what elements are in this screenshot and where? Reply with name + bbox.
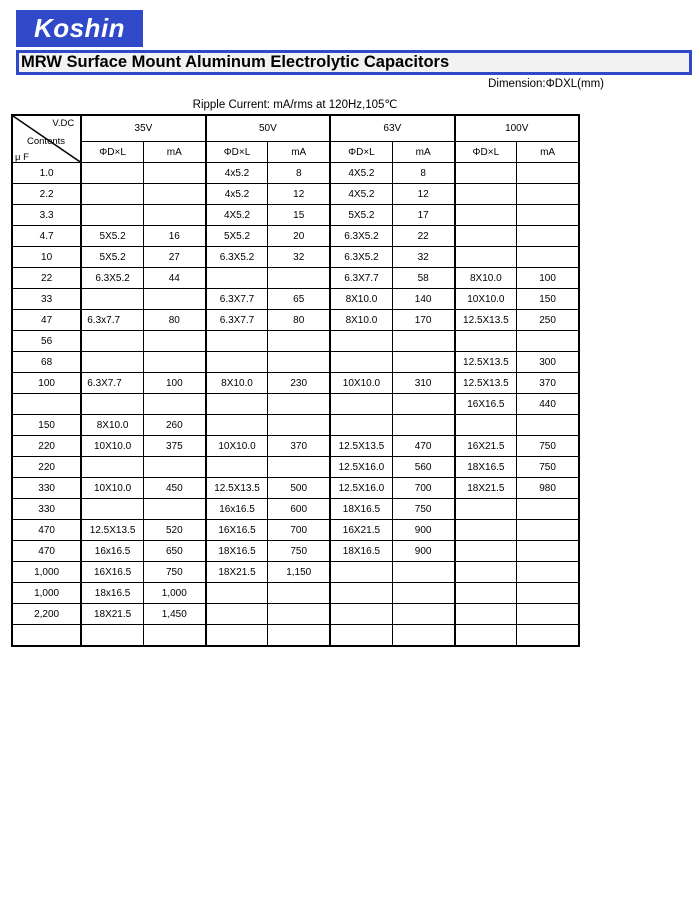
ripple-ma-cell [392,562,454,583]
table-row [12,352,579,373]
ripple-ma-cell [268,625,330,647]
ripple-ma-cell: 15 [268,205,330,226]
dimension-cell: 16x16.5 [206,499,268,520]
table-row [12,331,579,352]
dimension-cell: 18X16.5 [455,457,517,478]
ma-header: mA [517,142,579,163]
ripple-ma-cell [143,163,205,184]
capacitance-cell [12,394,81,415]
dimension-cell: 8X10.0 [330,289,392,310]
dimension-cell: 16X21.5 [330,520,392,541]
ripple-ma-cell: 980 [517,478,579,499]
dimension-cell: 18X16.5 [330,541,392,562]
ripple-ma-cell: 140 [392,289,454,310]
ripple-ma-cell: 100 [143,373,205,394]
ripple-ma-cell [268,415,330,436]
dimension-cell [330,331,392,352]
table-row [12,541,579,562]
capacitance-cell: 47 [12,310,81,331]
ripple-ma-cell: 370 [517,373,579,394]
ripple-ma-cell: 170 [392,310,454,331]
dimension-cell: 12.5X13.5 [206,478,268,499]
capacitance-cell: 1,000 [12,583,81,604]
ripple-ma-cell [517,541,579,562]
dimension-cell: 16X16.5 [206,520,268,541]
capacitance-cell: 220 [12,457,81,478]
ripple-ma-cell: 32 [392,247,454,268]
capacitance-cell: 4.7 [12,226,81,247]
dimension-cell: 12.5X13.5 [455,352,517,373]
dimension-cell [455,625,517,647]
ripple-ma-cell [517,226,579,247]
dimension-cell [455,184,517,205]
table-row [12,436,579,457]
dimension-cell: 18X16.5 [330,499,392,520]
dimension-cell: 16X16.5 [81,562,143,583]
dimension-cell: 6.3X5.2 [330,247,392,268]
ripple-ma-cell: 500 [268,478,330,499]
ripple-ma-cell: 8 [392,163,454,184]
dim-header: ΦD×L [455,142,517,163]
ripple-ma-cell: 1,450 [143,604,205,625]
dimension-cell: 6.3X7.7 [206,289,268,310]
dimension-cell: 16X21.5 [455,436,517,457]
ripple-ma-cell [268,268,330,289]
ripple-ma-cell: 22 [392,226,454,247]
dimension-cell: 18X21.5 [81,604,143,625]
dimension-cell: 18X16.5 [206,541,268,562]
dimension-cell [206,457,268,478]
table-row [12,205,579,226]
table-row [12,394,579,415]
voltage-header-100v: 100V [455,115,580,142]
ripple-ma-cell [517,583,579,604]
capacitance-cell: 1.0 [12,163,81,184]
capacitance-cell: 2.2 [12,184,81,205]
dimension-cell [330,583,392,604]
ripple-ma-cell [268,457,330,478]
dimension-cell: 6.3X5.2 [81,268,143,289]
ripple-ma-cell: 750 [517,436,579,457]
dimension-cell [455,247,517,268]
corner-header-cell [12,115,81,163]
dimension-cell: 4X5.2 [206,205,268,226]
page-title: MRW Surface Mount Aluminum Electrolytic Capacitors [19,53,689,72]
ripple-ma-cell: 12 [392,184,454,205]
dimension-cell [206,625,268,647]
ripple-ma-cell [517,163,579,184]
dimension-cell [330,394,392,415]
dimension-cell: 5X5.2 [81,226,143,247]
ripple-ma-cell: 560 [392,457,454,478]
ripple-ma-cell [143,352,205,373]
dimension-cell: 16x16.5 [81,541,143,562]
ripple-ma-cell: 600 [268,499,330,520]
dimension-cell: 5X5.2 [81,247,143,268]
capacitance-cell: 150 [12,415,81,436]
capacitance-cell: 330 [12,478,81,499]
dimension-cell [455,331,517,352]
dimension-cell: 18X21.5 [455,478,517,499]
dimension-cell: 6.3X7.7 [330,268,392,289]
dimension-cell [206,268,268,289]
ripple-ma-cell: 58 [392,268,454,289]
dimension-cell [455,520,517,541]
ma-header: mA [392,142,454,163]
ripple-ma-cell [268,604,330,625]
capacitance-cell: 56 [12,331,81,352]
ripple-ma-cell: 900 [392,520,454,541]
dim-header: ΦD×L [81,142,143,163]
contents-label: Contents [27,136,66,147]
voltage-header-row [12,115,579,142]
dimension-cell [455,226,517,247]
table-row [12,457,579,478]
ripple-ma-cell [143,499,205,520]
dimension-cell: 6.3X5.2 [206,247,268,268]
dimension-cell [455,541,517,562]
dimension-cell [330,562,392,583]
ripple-ma-cell: 300 [517,352,579,373]
dimension-cell: 4X5.2 [330,163,392,184]
dimension-cell: 10X10.0 [81,436,143,457]
table-row [12,226,579,247]
dimension-cell [455,163,517,184]
capacitance-cell: 22 [12,268,81,289]
dimension-cell: 16X16.5 [455,394,517,415]
ripple-ma-cell [517,520,579,541]
ripple-ma-cell [143,289,205,310]
dimension-cell [81,184,143,205]
table-row [12,163,579,184]
ripple-ma-cell [517,625,579,647]
dimension-cell: 4x5.2 [206,184,268,205]
ripple-ma-cell: 700 [392,478,454,499]
table-row [12,184,579,205]
capacitance-cell: 220 [12,436,81,457]
dimension-cell: 12.5X13.5 [81,520,143,541]
ripple-ma-cell: 17 [392,205,454,226]
table-row [12,289,579,310]
dimension-cell: 5X5.2 [330,205,392,226]
dimension-cell [330,625,392,647]
dim-header: ΦD×L [206,142,268,163]
ripple-ma-cell: 80 [143,310,205,331]
dimension-cell [81,457,143,478]
dimension-cell [81,331,143,352]
ripple-ma-cell [392,583,454,604]
capacitance-cell: 10 [12,247,81,268]
dimension-cell [206,583,268,604]
dimension-cell [330,352,392,373]
capacitance-cell: 330 [12,499,81,520]
subheader-row [12,142,579,163]
dimension-cell: 18X21.5 [206,562,268,583]
dimension-cell [81,352,143,373]
ripple-ma-cell [143,205,205,226]
dimension-cell [81,205,143,226]
table-row [12,625,579,647]
ripple-ma-cell: 1,150 [268,562,330,583]
table-row [12,373,579,394]
capacitance-cell: 470 [12,541,81,562]
uf-label: μ F [15,152,29,163]
capacitance-cell: 68 [12,352,81,373]
ripple-ma-cell [392,394,454,415]
voltage-header-50v: 50V [206,115,330,142]
ripple-ma-cell: 65 [268,289,330,310]
dimension-cell [455,205,517,226]
ripple-ma-cell [143,331,205,352]
dimension-cell [81,394,143,415]
dimension-cell: 5X5.2 [206,226,268,247]
ripple-ma-cell: 150 [517,289,579,310]
dim-header: ΦD×L [330,142,392,163]
ripple-ma-cell [392,415,454,436]
ripple-ma-cell: 20 [268,226,330,247]
dimension-cell [455,604,517,625]
ripple-ma-cell [517,562,579,583]
table-row [12,415,579,436]
dimension-cell [455,499,517,520]
dimension-cell [81,163,143,184]
dimension-cell: 6.3X7.7 [206,310,268,331]
ripple-ma-cell: 750 [143,562,205,583]
ripple-ma-cell: 750 [517,457,579,478]
dimension-cell [455,415,517,436]
ripple-ma-cell: 520 [143,520,205,541]
ripple-ma-cell: 44 [143,268,205,289]
table-row [12,583,579,604]
ripple-ma-cell: 100 [517,268,579,289]
dimension-cell [206,604,268,625]
ripple-ma-cell: 750 [392,499,454,520]
table-row [12,499,579,520]
ripple-ma-cell [268,394,330,415]
ripple-ma-cell: 700 [268,520,330,541]
dimension-cell [81,289,143,310]
ma-header: mA [268,142,330,163]
dimension-cell: 10X10.0 [206,436,268,457]
ripple-ma-cell [392,352,454,373]
ripple-ma-cell [143,457,205,478]
capacitance-cell: 1,000 [12,562,81,583]
table-row [12,604,579,625]
ripple-ma-cell: 370 [268,436,330,457]
vdc-label: V.DC [52,118,75,129]
dimension-cell: 6.3X7.7 [81,373,143,394]
capacitance-cell: 2,200 [12,604,81,625]
ripple-ma-cell: 260 [143,415,205,436]
ripple-ma-cell [143,184,205,205]
ripple-ma-cell: 440 [517,394,579,415]
table-row [12,310,579,331]
capacitance-cell [12,625,81,647]
dimension-cell: 4x5.2 [206,163,268,184]
dimension-cell [455,562,517,583]
dimension-cell: 8X10.0 [330,310,392,331]
ripple-ma-cell [268,331,330,352]
dimension-cell [330,604,392,625]
table-row [12,247,579,268]
ripple-ma-cell [268,583,330,604]
ripple-ma-cell: 375 [143,436,205,457]
dimension-cell [330,415,392,436]
dimension-cell: 8X10.0 [81,415,143,436]
table-row [12,478,579,499]
ripple-current-note: Ripple Current: mA/rms at 120Hz,105℃ [192,99,398,111]
ripple-ma-cell: 1,000 [143,583,205,604]
ripple-ma-cell: 310 [392,373,454,394]
ripple-ma-cell [392,331,454,352]
dimension-cell: 12.5X16.0 [330,478,392,499]
dimension-cell: 18x16.5 [81,583,143,604]
koshin-logo: Koshin [16,10,143,47]
ripple-ma-cell: 32 [268,247,330,268]
ripple-ma-cell: 16 [143,226,205,247]
ripple-ma-cell [268,352,330,373]
dimension-note: Dimension:ΦDXL(mm) [488,78,604,90]
dimension-cell [81,499,143,520]
dimension-cell: 8X10.0 [455,268,517,289]
dimension-cell: 4X5.2 [330,184,392,205]
ripple-ma-cell: 750 [268,541,330,562]
table-row [12,520,579,541]
dimension-cell: 12.5X13.5 [455,373,517,394]
ripple-ma-cell [143,625,205,647]
ripple-ma-cell: 650 [143,541,205,562]
capacitance-cell: 100 [12,373,81,394]
ripple-ma-cell [517,205,579,226]
ripple-ma-cell [392,604,454,625]
dimension-cell: 10X10.0 [81,478,143,499]
ripple-ma-cell: 470 [392,436,454,457]
dimension-cell: 10X10.0 [455,289,517,310]
dimension-cell: 10X10.0 [330,373,392,394]
ripple-ma-cell: 450 [143,478,205,499]
dimension-cell [206,394,268,415]
ripple-ma-cell: 230 [268,373,330,394]
capacitor-spec-table [11,114,580,647]
ripple-ma-cell: 12 [268,184,330,205]
ripple-ma-cell: 900 [392,541,454,562]
ripple-ma-cell [517,247,579,268]
voltage-header-63v: 63V [330,115,454,142]
dimension-cell [206,415,268,436]
dimension-cell [455,583,517,604]
dimension-cell [81,625,143,647]
dimension-cell: 12.5X13.5 [455,310,517,331]
ripple-ma-cell [517,184,579,205]
ripple-ma-cell: 27 [143,247,205,268]
dimension-cell [206,331,268,352]
dimension-cell: 8X10.0 [206,373,268,394]
capacitance-cell: 33 [12,289,81,310]
table-row [12,268,579,289]
ripple-ma-cell [517,331,579,352]
ripple-ma-cell [143,394,205,415]
ripple-ma-cell: 8 [268,163,330,184]
dimension-cell: 12.5X13.5 [330,436,392,457]
ripple-ma-cell [517,415,579,436]
ripple-ma-cell [392,625,454,647]
ma-header: mA [143,142,205,163]
ripple-ma-cell [517,604,579,625]
dimension-cell: 6.3X5.2 [330,226,392,247]
capacitance-cell: 3.3 [12,205,81,226]
dimension-cell [206,352,268,373]
ripple-ma-cell: 80 [268,310,330,331]
voltage-header-35v: 35V [81,115,205,142]
table-row [12,562,579,583]
ripple-ma-cell [517,499,579,520]
dimension-cell: 12.5X16.0 [330,457,392,478]
ripple-ma-cell: 250 [517,310,579,331]
capacitance-cell: 470 [12,520,81,541]
dimension-cell: 6.3x7.7 [81,310,143,331]
title-bar [16,50,692,75]
